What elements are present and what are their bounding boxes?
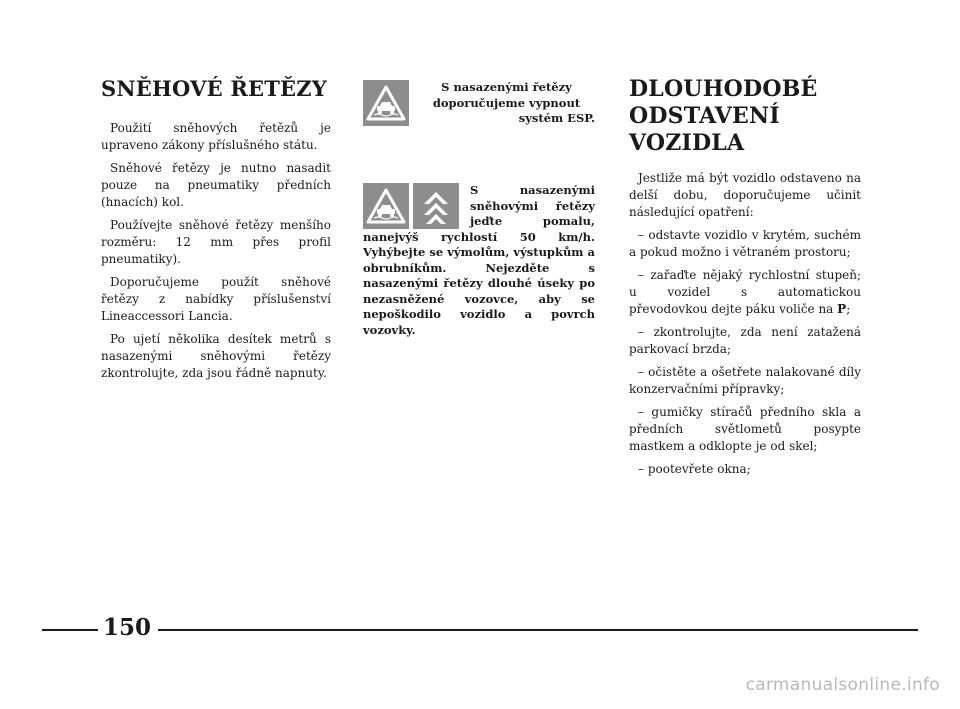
footer-rule-left	[42, 629, 98, 631]
speed-warning	[363, 183, 595, 338]
esp-warning-text: S nasazenými řetězy doporučujeme vypnout systém ESP.	[432, 80, 595, 125]
speed-warning-text: S nasazenými sněhovými řetězy jeďte pomalu, nanejvýš rychlostí 50 km/h. Vyhýbejte se výmolům, výstupkům a obrubníkům. Nejezděte s nasazenými řetězy dlouhé úseky po nezasněžené vozovce, aby se nepoškodilo vozidlo a povrch vozovky.	[363, 183, 595, 337]
list-item: – zkontrolujte, zda není zatažená parkovací brzda;	[629, 325, 861, 356]
vehicle-storage-heading: DLOUHODOBÉ ODSTAVENÍ VOZIDLA	[629, 76, 818, 156]
warnings-section	[363, 72, 595, 338]
list-item: – očistěte a ošetřete nalakované díly konzervačními přípravky;	[629, 365, 861, 396]
list-item: – gumičky stíračů předního skla a předních světlometů posypte mastkem a odklopte je od skel;	[629, 405, 861, 453]
footer-rule-right	[158, 629, 918, 631]
paragraph: Doporučujeme použít sněhové řetězy z nabídky příslušenství Lineaccessori Lancia.	[101, 275, 331, 323]
paragraph: Použití sněhových řetězů je upraveno zákony příslušného státu.	[101, 121, 331, 152]
warning-triangle-icon	[363, 183, 409, 229]
esp-warning	[363, 80, 595, 140]
paragraph: Používejte sněhové řetězy menšího rozměru: 12 mm přes profil pneumatiky).	[101, 218, 331, 266]
snow-chains-section	[101, 72, 331, 388]
list-item: – pootevřete okna;	[638, 462, 751, 476]
page-number: 150	[102, 614, 151, 641]
vehicle-storage-section	[629, 72, 861, 484]
snow-chains-heading: SNĚHOVÉ ŘETĚZY	[101, 76, 327, 101]
snow-chains-body	[101, 120, 331, 382]
vehicle-storage-body	[629, 170, 861, 478]
chevrons-icon	[413, 183, 459, 229]
watermark: carmanualsonline.info	[745, 675, 940, 695]
list-item: – zařaďte nějaký rychlostní stupeň; u vozidel s automatickou převodovkou dejte páku voliče na P;	[629, 268, 861, 316]
paragraph: Po ujetí několika desítek metrů s nasazenými sněhovými řetězy zkontrolujte, zda jsou řádně napnuty.	[101, 332, 331, 380]
list-item: – odstavte vozidlo v krytém, suchém a pokud možno i větraném prostoru;	[629, 228, 861, 259]
paragraph: Sněhové řetězy je nutno nasadit pouze na pneumatiky předních (hnacích) kol.	[101, 161, 331, 209]
intro-paragraph: Jestliže má být vozidlo odstaveno na delší dobu, doporučujeme učinit následující opatření:	[629, 171, 861, 219]
warning-triangle-icon	[363, 80, 409, 126]
